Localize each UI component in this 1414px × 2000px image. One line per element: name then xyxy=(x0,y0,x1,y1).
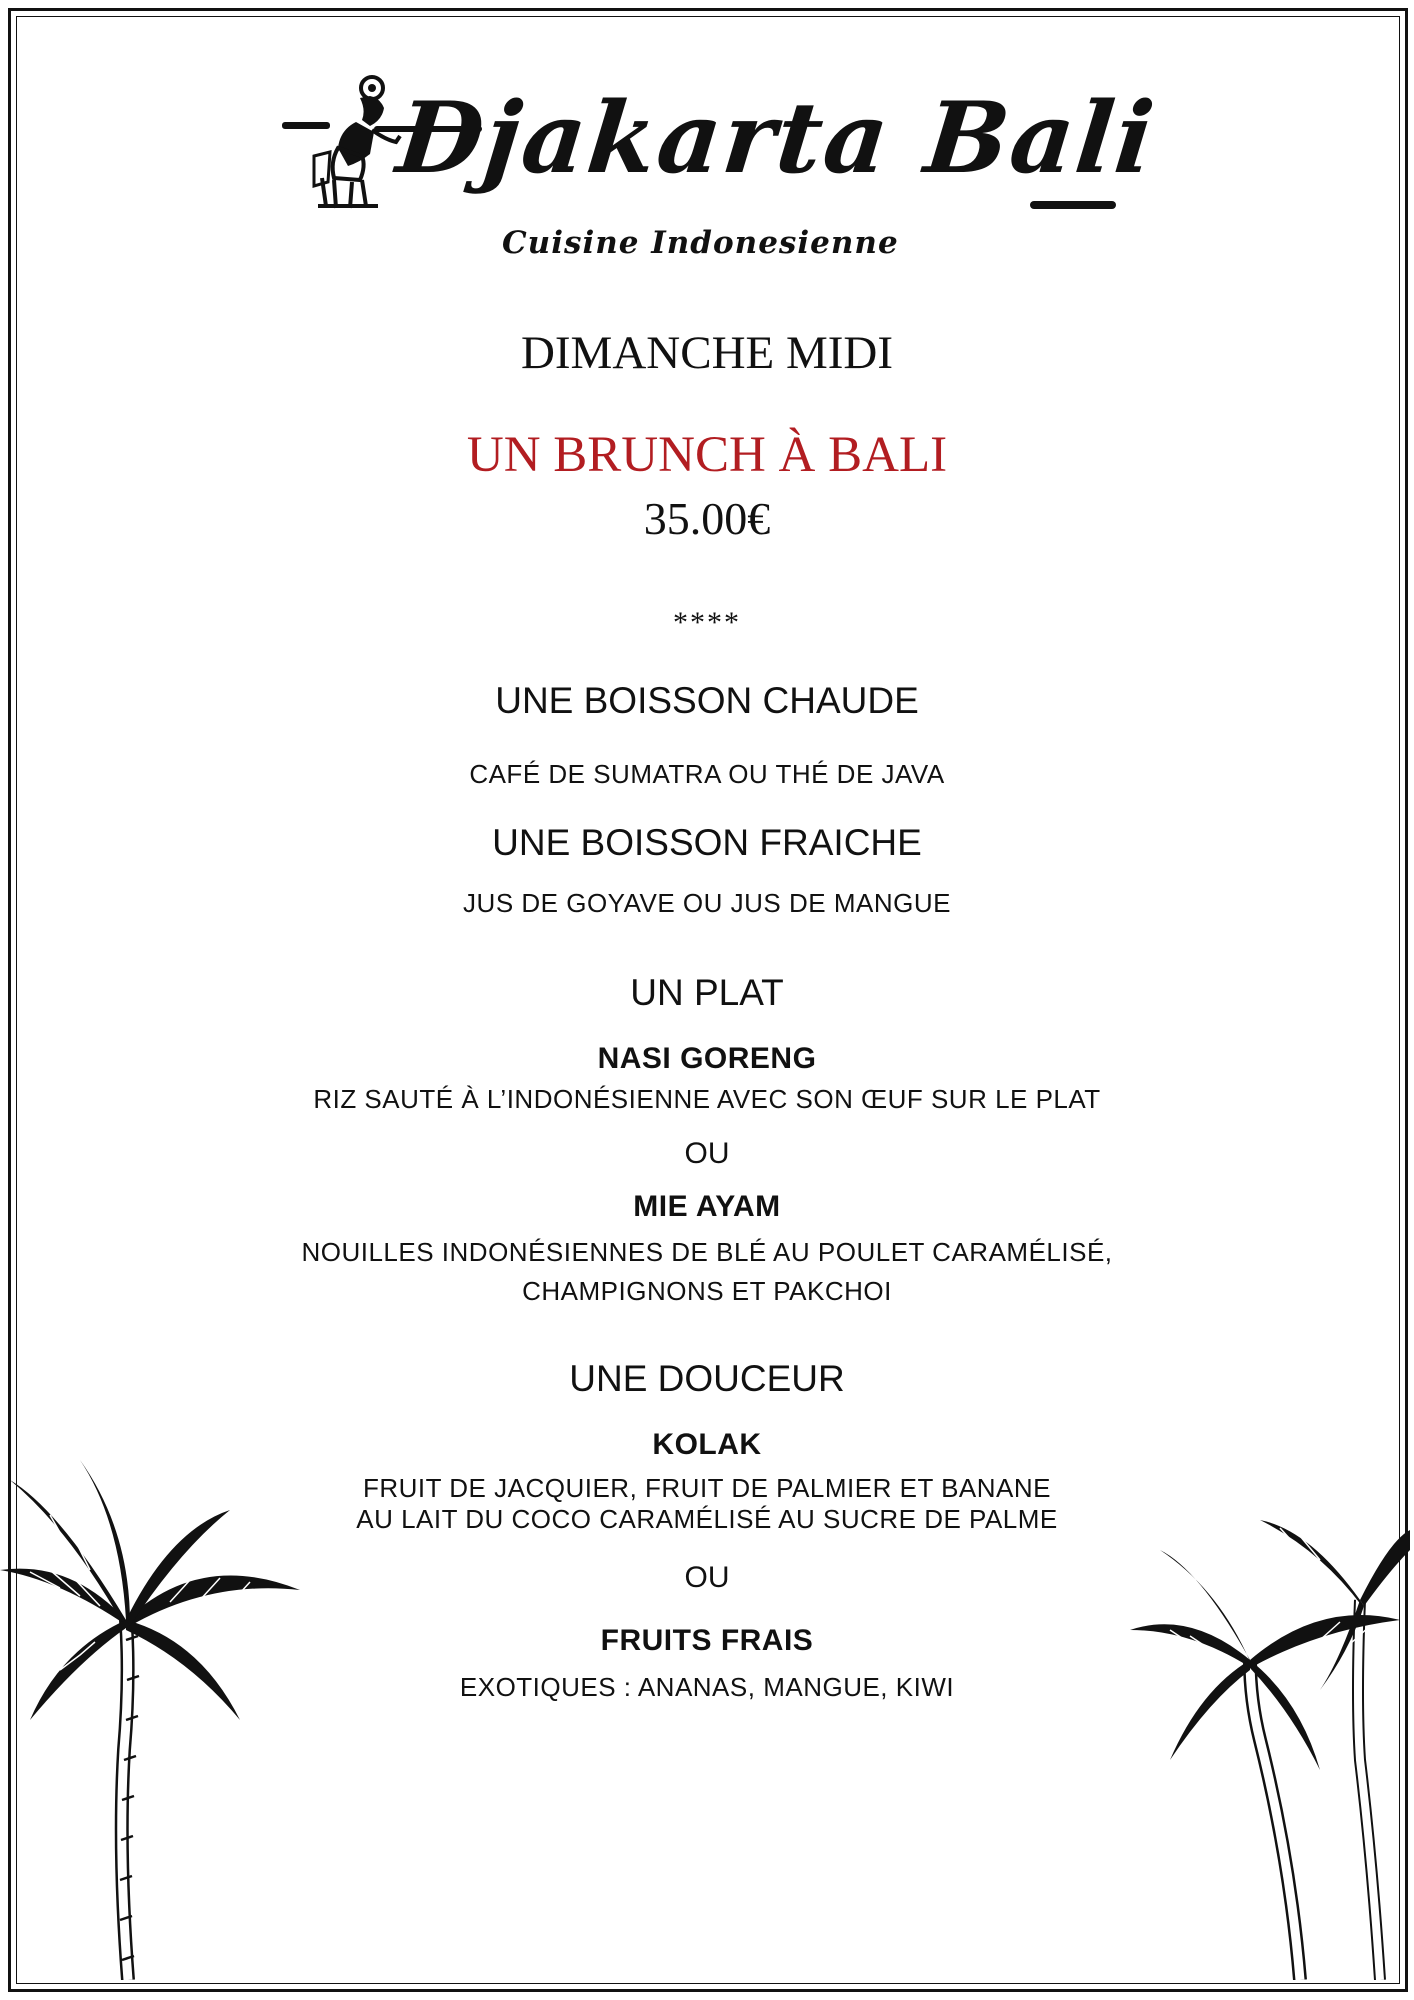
dish-kolak-desc-2: AU LAIT DU COCO CARAMÉLISÉ AU SUCRE DE PALME xyxy=(356,1504,1058,1534)
dish-fruits-frais: FRUITS FRAIS xyxy=(600,1624,814,1657)
dish-mie-ayam: MIE AYAM xyxy=(633,1190,781,1223)
dish-nasi-goreng: NASI GORENG xyxy=(597,1042,817,1075)
menu-day: DIMANCHE MIDI xyxy=(520,327,894,379)
dish-mie-ayam-desc-1: NOUILLES INDONÉSIENNES DE BLÉ AU POULET CARAMÉLISÉ, xyxy=(301,1237,1113,1267)
dish-fruits-frais-desc: EXOTIQUES : ANANAS, MANGUE, KIWI xyxy=(459,1672,955,1702)
section-main: UN PLAT xyxy=(630,972,784,1013)
dish-kolak: KOLAK xyxy=(652,1428,762,1461)
dish-kolak-desc-1: FRUIT DE JACQUIER, FRUIT DE PALMIER ET BANANE xyxy=(362,1473,1051,1503)
brand-name: Djakarta Bali xyxy=(392,81,1161,196)
or-divider: OU xyxy=(684,1137,730,1170)
section-hot-drink: UNE BOISSON CHAUDE xyxy=(495,680,919,721)
or-divider: OU xyxy=(684,1561,730,1594)
dish-nasi-goreng-desc: RIZ SAUTÉ À L’INDONÉSIENNE AVEC SON ŒUF SUR LE PLAT xyxy=(313,1084,1101,1114)
brand-logo xyxy=(270,70,1161,270)
hot-drink-choices: CAFÉ DE SUMATRA OU THÉ DE JAVA xyxy=(469,759,945,789)
cold-drink-choices: JUS DE GOYAVE OU JUS DE MANGUE xyxy=(463,888,951,918)
palm-tree-left-icon xyxy=(0,1420,310,1980)
separator: **** xyxy=(673,606,741,639)
palm-tree-right-icon xyxy=(1110,1440,1410,1980)
menu-title: UN BRUNCH À BALI xyxy=(466,427,948,483)
logo-swash xyxy=(1030,201,1116,209)
brand-tagline: Cuisine Indonesienne xyxy=(502,225,899,261)
dish-mie-ayam-desc-2: CHAMPIGNONS ET PAKCHOI xyxy=(522,1276,892,1306)
section-cold-drink: UNE BOISSON FRAICHE xyxy=(492,822,922,863)
section-dessert: UNE DOUCEUR xyxy=(569,1358,845,1399)
menu-price: 35.00€ xyxy=(643,493,771,544)
